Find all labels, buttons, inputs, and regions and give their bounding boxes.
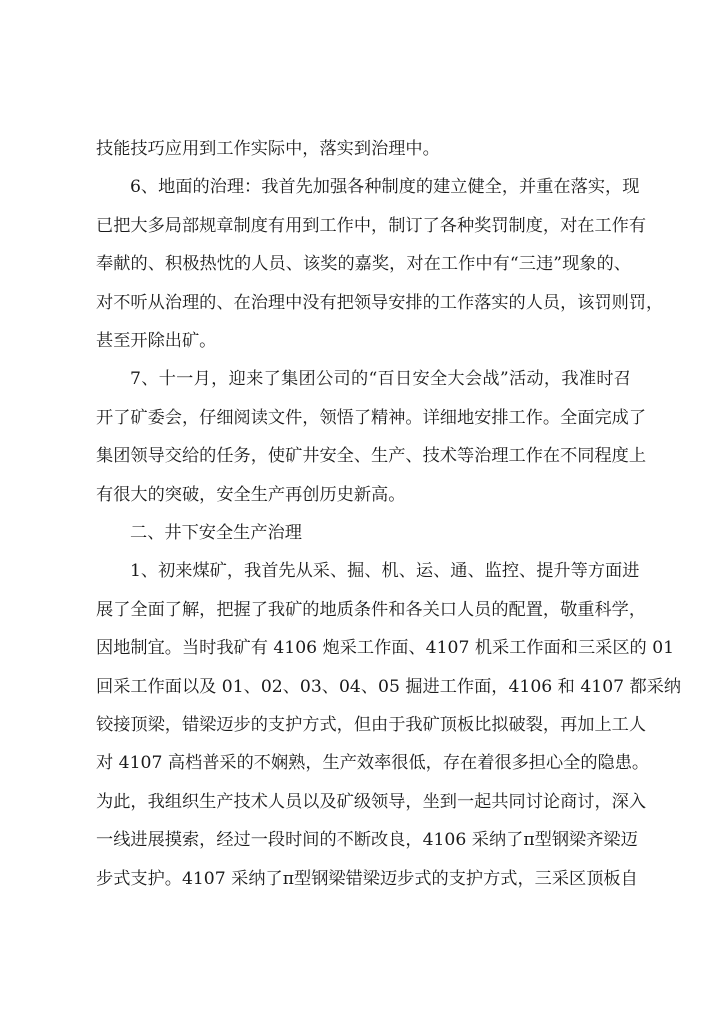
text-line: 集团领导交给的任务，使矿井安全、生产、技术等治理工作在不同程度上 (96, 446, 647, 466)
text-line: 步式支护。4107 采纳了π型钢梁错梁迈步式的支护方式，三采区顶板自 (96, 869, 638, 889)
text-line: 有很大的突破，安全生产再创历史新高。 (96, 485, 406, 505)
text-line: 7、十一月，迎来了集团公司的“百日安全大会战”活动，我准时召 (130, 369, 631, 389)
text-line: 已把大多局部规章制度有用到工作中，制订了各种奖罚制度，对在工作有 (96, 216, 647, 236)
text-line: 技能技巧应用到工作实际中，落实到治理中。 (96, 139, 440, 159)
text-line: 甚至开除出矿。 (96, 331, 217, 351)
text-line: 奉献的、积极热忱的人员、该奖的嘉奖，对在工作中有“三违”现象的、 (96, 254, 631, 274)
text-line: 对不听从治理的、在治理中没有把领导安排的工作落实的人员，该罚则罚， (96, 293, 664, 313)
text-line: 6、地面的治理：我首先加强各种制度的建立健全，并重在落实，现 (130, 177, 640, 197)
text-line: 铰接顶梁，错梁迈步的支护方式，但由于我矿顶板比拟破裂，再加上工人 (96, 715, 647, 735)
text-line: 因地制宜。当时我矿有 4106 炮采工作面、4107 机采工作面和三采区的 01 (96, 638, 675, 658)
text-line: 展了全面了解，把握了我矿的地质条件和各关口人员的配置，敬重科学， (96, 600, 647, 620)
text-line: 1、初来煤矿，我首先从采、掘、机、运、通、监控、提升等方面进 (130, 561, 640, 581)
text-line: 回采工作面以及 01、02、03、04、05 掘进工作面，4106 和 4107 都采纳 (96, 677, 682, 697)
text-line: 为此，我组织生产技术人员以及矿级领导，坐到一起共同讨论商讨，深入 (96, 792, 647, 812)
text-line: 对 4107 高档普采的不娴熟，生产效率很低，存在着很多担心全的隐患。 (96, 753, 650, 773)
section-heading: 二、井下安全生产治理 (130, 523, 302, 543)
text-line: 开了矿委会，仔细阅读文件，领悟了精神。详细地安排工作。全面完成了 (96, 408, 647, 428)
text-line: 一线进展摸索，经过一段时间的不断改良，4106 采纳了π型钢梁齐梁迈 (96, 830, 638, 850)
